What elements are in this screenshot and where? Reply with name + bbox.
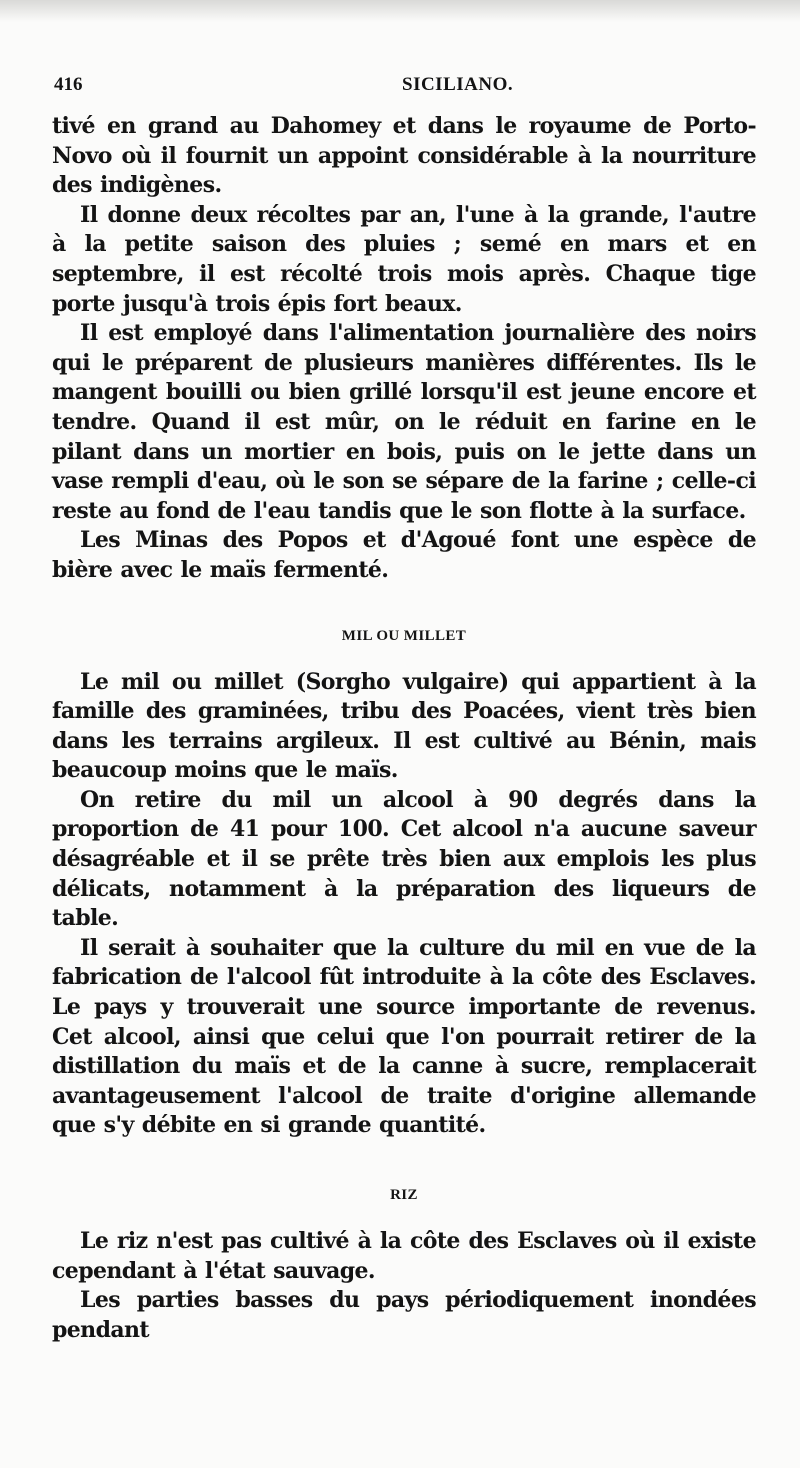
paragraph-beer: Les Minas des Popos et d'Agoué font une espèce de bière avec le maïs fermenté. [52,527,756,583]
paragraph-food-use: Il est employé dans l'alimentation journalière des noirs qui le préparent de plusieurs manières différentes. Ils le mangent bouilli ou bien grillé lorsqu'il est jeune encore et tendre. Quand il est mûr, on le réduit en farine en le pilant dans un mortier en bois, puis on le jette dans un vase rempli d'eau, où le son se sépare de la farine ; celle-ci reste au fond de l'eau tandis que le son flotte à la surface. [52,320,756,524]
paragraph-riz-intro: Le riz n'est pas cultivé à la côte des Esclaves où il existe cependant à l'état sauvage. [52,1228,756,1284]
running-head [54,74,756,102]
page-number: 416 [54,74,83,95]
paragraph-riz-lowlands: Les parties basses du pays périodiquement inondées pendant [52,1287,756,1343]
paragraph-continued: tivé en grand au Dahomey et dans le royaume de Porto-Novo où il fournit un appoint considérable à la nourriture des indigènes. [52,113,756,199]
paragraph-harvests: Il donne deux récoltes par an, l'une à la grande, l'autre à la petite saison des pluies ; semé en mars et en septembre, il est récolté trois mois après. Chaque tige porte jusqu'à trois épis fort beaux. [52,201,756,317]
paragraph-mil-alcohol: On retire du mil un alcool à 90 degrés dans la proportion de 41 pour 100. Cet alcool n'a aucune saveur désagréable et il se prête très bien aux emplois les plus délicats, notamment à la préparation des liqueurs de table. [52,786,756,932]
page-top-edge [0,0,800,22]
section-heading-mil: MIL OU MILLET [341,627,467,644]
section-heading-riz: RIZ [390,1187,418,1203]
paragraph-mil-intro: Le mil ou millet (Sorgho vulgaire) qui appartient à la famille des graminées, tribu des Poacées, vient très bien dans les terrains argileux. Il est cultivé au Bénin, mais beaucoup moins que le maïs. [52,668,756,784]
running-title: SICILIANO. [402,74,514,95]
paragraph-mil-culture: Il serait à souhaiter que la culture du mil en vue de la fabrication de l'alcool fût introduite à la côte des Esclaves. Le pays y trouverait une source importante de revenus. Cet alcool, ainsi que celui que l'on pourrait retirer de la distillation du maïs et de la canne à sucre, remplacerait avantageusement l'alcool de traite d'origine allemande que s'y débite en si grande quantité. [52,934,756,1139]
body-text [52,112,756,1345]
